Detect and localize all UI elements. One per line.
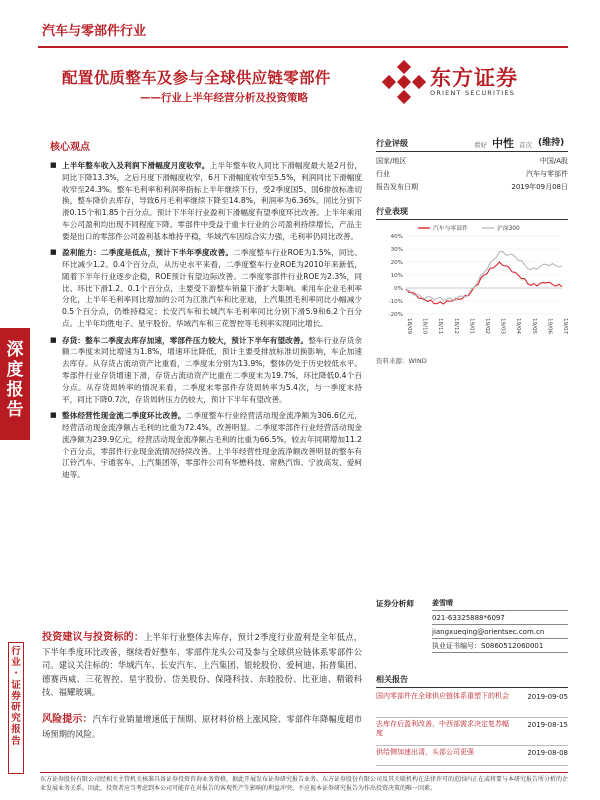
rating-label: 行业评级 [376, 139, 408, 148]
chart-legend-label: 汽车与零部件 [433, 226, 468, 232]
investment-advice-lead: 投资建议与投资标的： [42, 632, 145, 643]
deep-report-band [0, 328, 30, 440]
core-item-lead: 整体经营性现金流二季度环比改善。 [62, 411, 186, 421]
tag-char: · [14, 668, 18, 680]
core-item-text: 二季度整车行业ROE为1.5%，同比、环比减少1.2、0.4个百分点，从历史水平来看，二季度整车行业ROE为2010年来新低，随着下半年行业逐步企稳，ROE预计有望边际改善。二季度零部件行业ROE为2.3%，同比、环比下滑1.2、0.1个百分点，主要受下游整车销量下滑扩大影响。乘用车企业毛利率分化，上半年毛利率同比增加的公司为江淮汽车和比亚迪，上汽集团毛利率同比小幅减少0.5个百分点，仍维持稳定；长安汽车和长城汽车毛利率同比分别下滑5.9和6.2个百分点。上半年均胜电子、星宇股份、华域汽车和三花智控等毛利率实现同比增长。 [62, 248, 363, 328]
related-report-date: 2019-08-15 [527, 721, 568, 729]
analyst-rule [432, 652, 568, 653]
info-value: 中国/A股 [539, 157, 568, 165]
brand-logo [382, 60, 562, 104]
chart-source: 资料来源：WIND [376, 357, 427, 365]
chart-y-tick-label: 30% [390, 247, 403, 253]
risk-warning-lead: 风险提示： [42, 714, 93, 725]
disclaimer-footer: 东方证券股份有限公司经相关主管机关核准具备证券投资咨询业务资格，据此开展发布证券研究报告业务。东方证券股份有限公司及其关联机构在法律许可的范围内正在或将要与本研究报告所分析的企业发展业务关系。因此，投资者应当考虑到本公司可能存在对报告的客观性产生影响的利益冲突，不应视本证券研究报告为作出投资决策的唯一因素。 [40, 772, 568, 793]
chart-y-tick-label: -10% [388, 299, 403, 305]
risk-warning [42, 712, 362, 741]
analyst-rule [432, 624, 568, 625]
related-report-title[interactable]: 国内零部件在全球供应链体系重塑下的机会 [376, 692, 509, 700]
tag-char: 告 [11, 735, 21, 747]
tag-char: 券 [11, 690, 21, 702]
core-view-list [50, 160, 362, 486]
core-item-text: 二季度整车行业经营活动现金流净额为306.6亿元，经营活动现金流净额占毛利的比重为72.4%，改善明显。二季度零部件行业经营活动现金流净额为239.9亿元，经营活动现金流净额占毛利的比重为66.5%，较去年同期增加11.2个百分点，零部件行业现金流情况持续改善。上半年经营性现金流净额改善明显的整车有江铃汽车、宇通客车、上汽集团等，零部件公司有华懋科技、常熟汽饰、宁波高发、爱柯迪等。 [62, 411, 362, 480]
investment-advice-text: 上半年行业整体去库存，预计2季度行业盈利是全年低点，下半年季度环比改善，继续看好整车、零部件龙头公司及参与全球供应链体系零部件公司。建议关注标的：华域汽车、长安汽车、上汽集团、银轮股份、爱柯迪、拓普集团、德赛西威、三花智控、星宇股份、岱美股份、保隆科技、东睦股份、比亚迪、精锻科技、福耀玻璃。 [42, 632, 363, 697]
info-key: 报告发布日期 [376, 183, 418, 191]
tag-char: 证 [11, 679, 21, 691]
core-item [50, 410, 362, 481]
info-key: 国家/地区 [376, 157, 407, 165]
logo-text-cn: 东方证券 [430, 66, 518, 90]
info-value: 汽车与零部件 [526, 170, 568, 178]
related-report-title[interactable]: 供给侧加速出清，头部公司更强 [376, 748, 474, 756]
analyst-name: 姜雪晴 [432, 599, 453, 607]
chart-y-tick-label: 10% [390, 273, 403, 279]
chart-legend-label: 沪深300 [497, 226, 520, 232]
rating-info [376, 156, 568, 195]
band-line-2: 报告 [6, 380, 24, 420]
industry-title: 汽车与零部件行业 [42, 24, 147, 39]
analyst-block [376, 592, 568, 664]
performance-chart-svg [376, 222, 568, 354]
analyst-cert: 执业证书编号：S0860512060001 [432, 642, 544, 650]
related-report-item[interactable] [376, 690, 568, 718]
related-report-date: 2019-09-05 [527, 693, 568, 701]
chart-x-tick-label: 19/05 [530, 318, 537, 335]
info-key: 行业 [376, 170, 390, 178]
core-view-title: 核心观点 [50, 142, 90, 153]
analyst-label: 证券分析师 [376, 599, 414, 608]
core-item [50, 160, 362, 242]
related-report-date: 2019-08-08 [527, 749, 568, 757]
rating-prev-label: 看好 [474, 141, 487, 149]
core-item-lead: 盈利能力：二季度是低点，预计下半年季度改善。 [62, 248, 234, 258]
analyst-email[interactable]: jiangxueqing@orientsec.com.cn [432, 628, 545, 636]
chart-series-line [406, 252, 562, 301]
chart-x-tick-label: 18/11 [437, 318, 444, 335]
core-item-lead: 上半年整车收入及利润下滑幅度月度收窄。 [62, 161, 210, 170]
core-item-text: 上半年整车收入同比下滑幅度最大是2月份，同比下降13.3%，之后月度下滑幅度收窄，6月下滑幅度收窄至5.5%，利润同比下滑幅度收窄至24.3%。整车毛利率和利润率指标上半年继续下行，受2季度国5、国6排放标准切换，整车降价去库存，导致6月毛利率继续下降至14.8%，利润率为6.36%，同比分别下滑0.15个和1.85个百分点。预计下半年行业盈利下滑幅度有望季度环比改善。上半年乘用车公司盈利均出现不同程度下降。零部件中受益于重卡行业的公司盈利持续增长，产品主要是出口的零部件公司盈利基本维持平稳，华域汽车因综合实力强，毛利率仍同比改善。 [62, 161, 362, 241]
report-title: 配置优质整车及参与全球供应链零部件 [62, 69, 331, 87]
chart-x-tick-label: 18/10 [421, 318, 428, 335]
rating-header [376, 138, 568, 152]
chart-y-tick-label: 0% [394, 286, 403, 292]
rating-value: 中性 [492, 137, 514, 150]
related-report-title[interactable]: 去库存后盈利改善，中西部需求决定复苏幅度 [376, 720, 509, 737]
info-row [376, 169, 568, 182]
band-line-1: 深度 [6, 340, 24, 380]
chart-y-tick-label: -20% [388, 312, 403, 318]
related-report-item[interactable] [376, 718, 568, 746]
performance-title: 行业表现 [376, 206, 568, 220]
related-reports [376, 690, 568, 766]
chart-x-tick-label: 19/04 [515, 318, 522, 335]
risk-warning-text: 汽车行业销量增速低于预期、原材料价格上涨风险、零部件年降幅度超市场预期的风险。 [42, 714, 362, 739]
tag-char: 研 [11, 702, 21, 714]
tag-char: 报 [11, 724, 21, 736]
chart-y-tick-label: 40% [390, 234, 403, 240]
top-header [38, 14, 568, 48]
info-row [376, 182, 568, 195]
tag-char: 究 [11, 713, 21, 725]
report-subtitle: ——行业上半年经营分析及投资策略 [140, 92, 308, 104]
chart-x-tick-label: 19/01 [468, 318, 475, 335]
industry-report-tag [8, 642, 24, 774]
investment-advice [42, 630, 362, 699]
related-reports-title: 相关报告 [376, 674, 568, 688]
info-row [376, 156, 568, 169]
tag-char: 业 [11, 657, 21, 669]
chart-x-tick-label: 18/09 [406, 318, 412, 335]
analyst-phone: 021-63325888*6097 [432, 614, 505, 622]
core-item [50, 335, 362, 406]
core-item-text: 整车行业存货余额二季度末同比增速为1.8%，增速环比降低，预计主要受排放标准切换影响，车企加速去库存。从存货占流动资产比重看，二季度末分别为13.9%，整体仍处于历史较低水平。零部件行业存货增速下滑，存货占流动资产比重在二季度末为19.7%，环比降低0.4个百分点。从存货周转率的情况来看，二季度末零部件存货周转率为5.4次，与一季度末持平，同比下降0.7次，存货周转压力仍较大，预计下半年有望改善。 [62, 335, 362, 404]
chart-x-tick-label: 19/07 [562, 318, 568, 335]
info-value: 2019年09月08日 [511, 183, 568, 191]
chart-x-tick-label: 19/06 [546, 318, 553, 335]
analyst-rule [432, 610, 568, 611]
chart-x-tick-label: 19/03 [499, 318, 506, 335]
tag-char: 行 [11, 646, 21, 657]
rating-first-label: 首次 [519, 141, 532, 149]
logo-mark-icon [382, 60, 426, 104]
core-item [50, 247, 362, 329]
related-report-item[interactable] [376, 746, 568, 766]
performance-chart [376, 222, 568, 354]
core-item-lead: 存货：整车二季度去库存加速，零部件压力较大，预计下半年有望改善。 [62, 335, 309, 345]
chart-x-tick-label: 19/02 [484, 318, 490, 335]
rating-maintain: (维持) [538, 138, 565, 148]
analyst-rule [432, 638, 568, 639]
chart-x-tick-label: 18/12 [452, 318, 459, 335]
chart-y-tick-label: 20% [390, 260, 403, 266]
logo-text-en: ORIENT SECURITIES [430, 89, 516, 97]
